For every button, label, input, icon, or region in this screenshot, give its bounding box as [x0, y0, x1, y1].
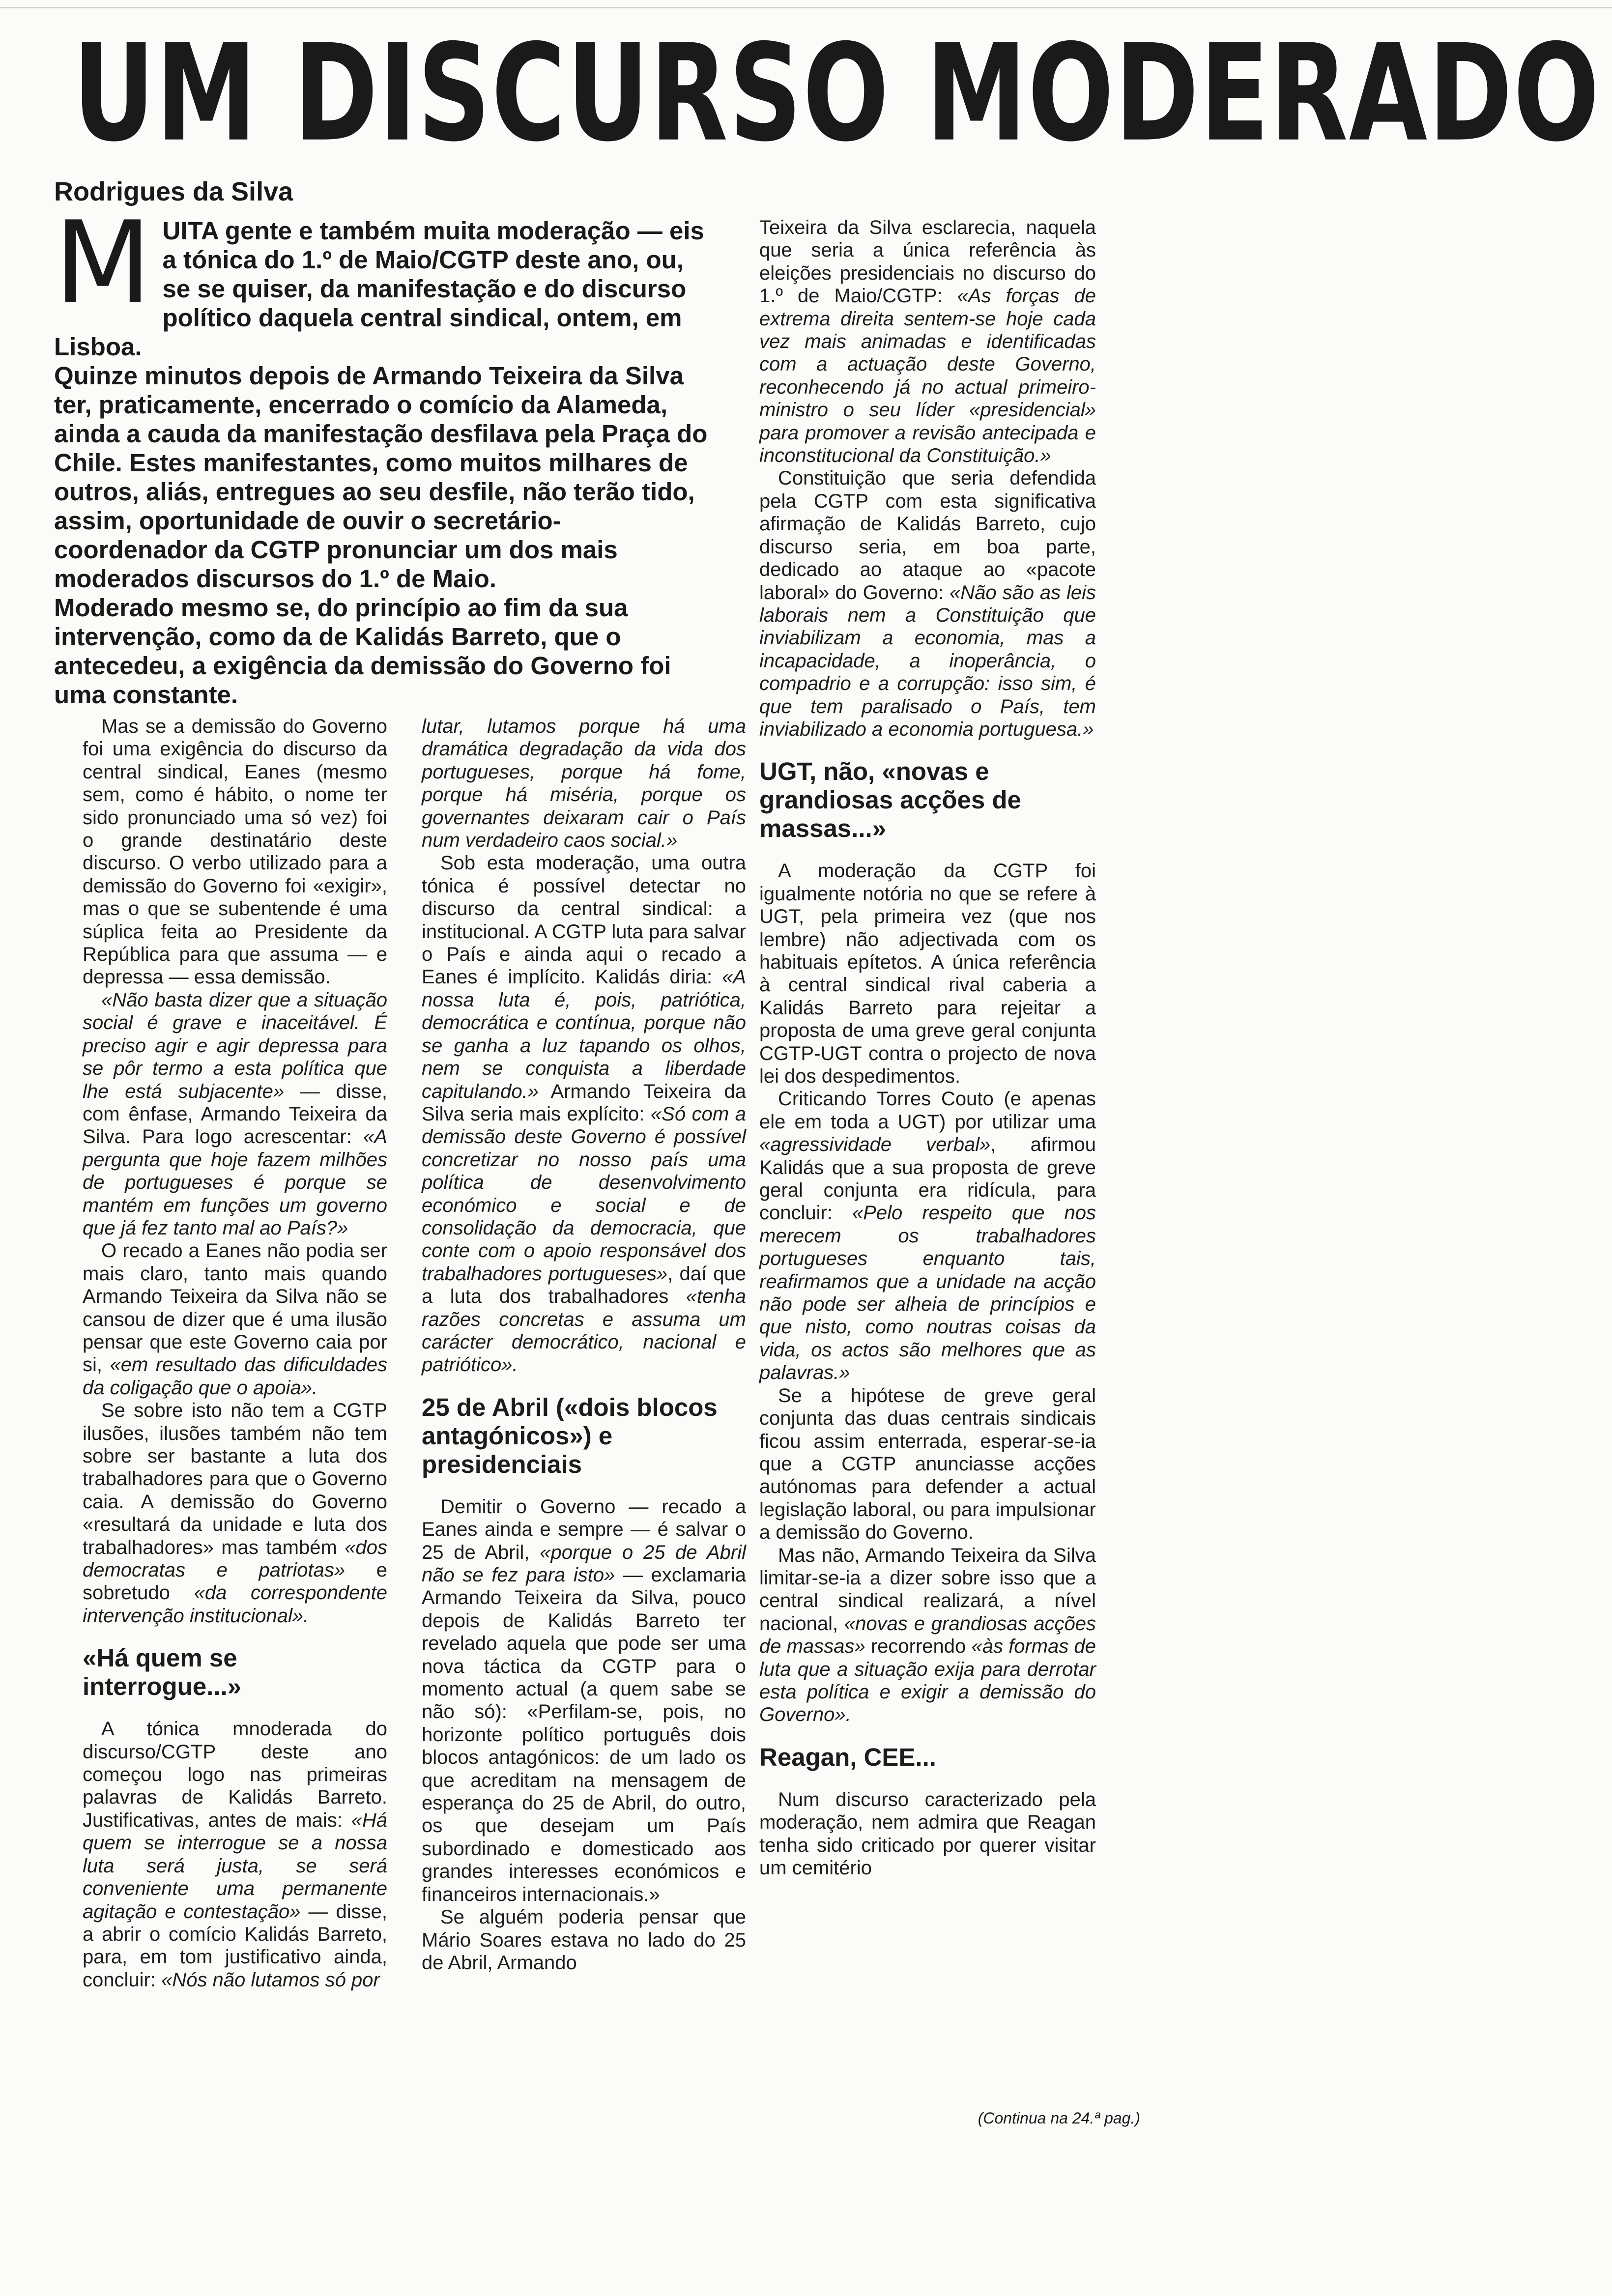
subheading: Reagan, CEE... — [759, 1743, 936, 1771]
quote: «agressividade verbal» — [759, 1134, 991, 1156]
quote: «Nós não lutamos só por — [161, 1969, 380, 1991]
col3-paragraph: Num discurso caracterizado pela moderação, nem admira que Reagan tenha sido criticado por querer visitar um cemitério — [759, 1788, 1096, 1879]
text-run: recorrendo — [865, 1636, 972, 1658]
quote: «Não basta dizer que a situação social é grave e inaceitável. É preciso agir e agir depressa para se pôr termo a esta política que lhe está subjacente» — [83, 989, 387, 1102]
text-run: Criticando Torres Couto (e apenas ele em toda a UGT) por utilizar uma — [759, 1088, 1096, 1133]
text-run: Teixeira da Silva esclarecia, naquela que seria a única referência às eleições presidenciais no discurso do 1.º de Maio/CGTP: — [759, 217, 1096, 307]
col1-paragraph — [83, 1239, 387, 1399]
col1-paragraph — [83, 989, 387, 1239]
text-run: , daí que a luta dos trabalhadores — [422, 1263, 746, 1308]
text-run: Sob esta moderação, uma outra tónica é possível detectar no discurso da central sindical: a institucional. A CGTP luta para salvar o País e ainda aqui o recado a Eanes é implícito. Kalidás diria: — [422, 852, 746, 988]
drop-cap: M — [54, 198, 152, 329]
col2-paragraph — [422, 1495, 746, 1906]
text-run: A tónica mnoderada do discurso/CGTP deste ano começou logo nas primeiras palavras de Kalidás Barreto. Justificativas, antes de mais: — [83, 1718, 387, 1831]
col3-paragraph — [759, 1088, 1096, 1384]
quote: «às formas de luta que a situação exija para derrotar esta política e exigir a demissão do Governo». — [759, 1636, 1096, 1726]
col3-paragraph — [759, 467, 1096, 741]
quote: «Pelo respeito que nos merecem os trabalhadores portugueses enquanto tais, reafirmamos que a unidade na acção não pode ser alheia de princípios e que nisto, como noutras coisas da vida, os actos são melhores que as palavras.» — [759, 1202, 1096, 1384]
body-column-2 — [422, 715, 746, 1974]
quote: «novas e grandiosas acções de massas» — [759, 1612, 1096, 1658]
lead-paragraph-3: Moderado mesmo se, do princípio ao fim da sua intervenção, como da de Kalidás Barreto, que o antecedeu, a exigência da demissão do Governo foi uma constante. — [54, 594, 671, 709]
quote: «A nossa luta é, pois, patriótica, democrática e contínua, porque não se ganha a luz tapando os olhos, nem se conquista a liberdade capitulando.» — [422, 966, 746, 1102]
col2-paragraph: Se alguém poderia pensar que Mário Soares estava no lado do 25 de Abril, Armando — [422, 1906, 746, 1974]
subheading: UGT, não, «novas e grandiosas acções de massas...» — [759, 757, 1021, 843]
quote: «A pergunta que hoje fazem milhões de portugueses é porque se mantém em funções um governo que já fez tanto mal ao País?» — [83, 1126, 387, 1239]
col1-paragraph — [83, 1718, 387, 1991]
quote: «As forças de extrema direita sentem-se hoje cada vez mais animadas e identificadas com a actuação deste Governo, reconhecendo já no actual primeiro-ministro o seu líder «presidencial» para promover a revisão antecipada e inconstitucional da Constituição.» — [759, 285, 1096, 467]
quote: «Há quem se interrogue se a nossa luta será justa, se será conveniente uma permanente agitação e contestação» — [83, 1809, 387, 1923]
col3-paragraph — [759, 216, 1096, 467]
col1-paragraph: Mas se a demissão do Governo foi uma exigência do discurso da central sindical, Eanes (mesmo sem, como é hábito, o nome ter sido pronunciado uma só vez) foi o grande destinatário deste discurso. O verbo utilizado para a demissão do Governo foi «exigir», mas o que se subentende é uma súplica feita ao Presidente da República para que assuma — e depressa — essa demissão. — [83, 716, 387, 988]
subheading: 25 de Abril («dois blocos antagónicos») e presidenciais — [422, 1393, 718, 1478]
text-run: e sobretudo — [83, 1559, 388, 1604]
headline: UM DISCURSO MODERADO — [73, 15, 1601, 172]
col3-paragraph: Se a hipótese de greve geral conjunta das duas centrais sindicais ficou assim enterrada, esperar-se-ia que a CGTP anunciasse acções autónomas para defender a actual legislação laboral, ou para impulsionar a demissão do Governo. — [759, 1384, 1096, 1544]
text-run: O recado a Eanes não podia ser mais claro, tanto mais quando Armando Teixeira da Silva não se cansou de dizer que é uma ilusão pensar que este Governo caia por si, — [83, 1240, 387, 1376]
col3-paragraph — [759, 1544, 1096, 1726]
lead-paragraphs — [54, 198, 713, 709]
text-run: Mas não, Armando Teixeira da Silva limitar-se-ia a dizer sobre isso que a central sindical realizará, a nível nacional, — [759, 1544, 1096, 1635]
text-run: — disse, a abrir o comício Kalidás Barreto, para, em tom justificativo ainda, concluir: — [83, 1900, 387, 1991]
quote: «Não são as leis laborais nem a Constituição que inviabilizam a economia, mas a incapacidade, a inoperância, o compadrio e a corrupção: isso sim, é que tem paralisado o País, tem inviabilizado a economia portuguesa.» — [759, 581, 1096, 740]
continuation-note: (Continua na 24.ª pag.) — [978, 2109, 1140, 2127]
body-column-3 — [759, 216, 1096, 1879]
quote: «Só com a demissão deste Governo é possível concretizar no nosso país uma política de desenvolvimento económico e social e de consolidação da democracia, que conte com o apoio responsável dos trabalhadores portugueses» — [422, 1103, 746, 1285]
byline: Rodrigues da Silva — [54, 177, 293, 206]
quote: «da correspondente intervenção institucional». — [83, 1582, 387, 1627]
quote: «porque o 25 de Abril não se fez para isto» — [422, 1541, 747, 1586]
lead-paragraph-2: Quinze minutos depois de Armando Teixeira da Silva ter, praticamente, encerrado o comício da Alameda, ainda a cauda da manifestação desfilava pela Praça do Chile. Estes manifestantes, como muitos milhares de outros, aliás, entregues ao seu desfile, não terão tido, assim, oportunidade de ouvir o secretário-coordenador da CGTP pronunciar um dos mais moderados discursos do 1.º de Maio. — [54, 362, 708, 593]
quote: «em resultado das dificuldades da coligação que o apoia». — [83, 1354, 387, 1399]
text-run: Constituição que seria defendida pela CGTP com esta significativa afirmação de Kalidás Barreto, cujo discurso seria, em boa parte, dedicado ao ataque ao «pacote laboral» do Governo: — [759, 467, 1096, 603]
text-run: Demitir o Governo — recado a Eanes ainda e sempre — é salvar o 25 de Abril, — [422, 1495, 746, 1563]
quote: «tenha razões concretas e assuma um carácter democrático, nacional e patriótico». — [422, 1286, 746, 1376]
col3-paragraph: A moderação da CGTP foi igualmente notória no que se refere à UGT, pela primeira vez (que nos lembre) não adjectivada com os habituais epítetos. A única referência à central sindical rival caberia a Kalidás Barreto para rejeitar a proposta de uma greve geral conjunta CGTP-UGT contra o projecto de nova lei dos despedimentos. — [759, 860, 1096, 1087]
subheading: «Há quem se interrogue...» — [83, 1644, 242, 1701]
text-run: — disse, com ênfase, Armando Teixeira da Silva. Para logo acrescentar: — [83, 1080, 387, 1148]
text-run: Armando Teixeira da Silva seria mais explícito: — [422, 1080, 746, 1125]
text-run: , afirmou Kalidás que a sua proposta de greve geral conjunta era ridícula, para concluir: — [759, 1134, 1096, 1224]
col1-paragraph — [83, 1399, 387, 1627]
body-column-1 — [83, 715, 387, 1991]
text-run: — exclamaria Armando Teixeira da Silva, pouco depois de Kalidás Barreto ter revelado aquela que pode ser uma nova táctica da CGTP para o momento actual (a quem sabe se não só): «Perfilam-se, pois, no horizonte político português dois blocos antagónicos: de um lado os que acreditam na mensagem de esperança do 25 de Abril, do outro, os que desejam um País subordinado e domesticado aos grandes interesses económicos e financeiros internacionais.» — [422, 1564, 746, 1905]
quote: «dos democratas e patriotas» — [83, 1536, 387, 1581]
text-run: Se sobre isto não tem a CGTP ilusões, ilusões também não tem sobre ser bastante a luta dos trabalhadores para que o Governo caia. A demissão do Governo «resultará da unidade e luta dos trabalhadores» mas também — [83, 1400, 387, 1558]
col2-paragraph — [422, 852, 746, 1376]
col2-paragraph: lutar, lutamos porque há uma dramática degradação da vida dos portugueses, porque há fome, porque há miséria, porque os governantes deixaram cair o País num verdadeiro caos social.» — [422, 716, 746, 852]
lead-paragraph-1: UITA gente e também muita moderação — eis a tónica do 1.º de Maio/CGTP deste ano, ou, se se quiser, da manifestação e do discurso político daquela central sindical, ontem, em Lisboa. — [54, 217, 704, 361]
